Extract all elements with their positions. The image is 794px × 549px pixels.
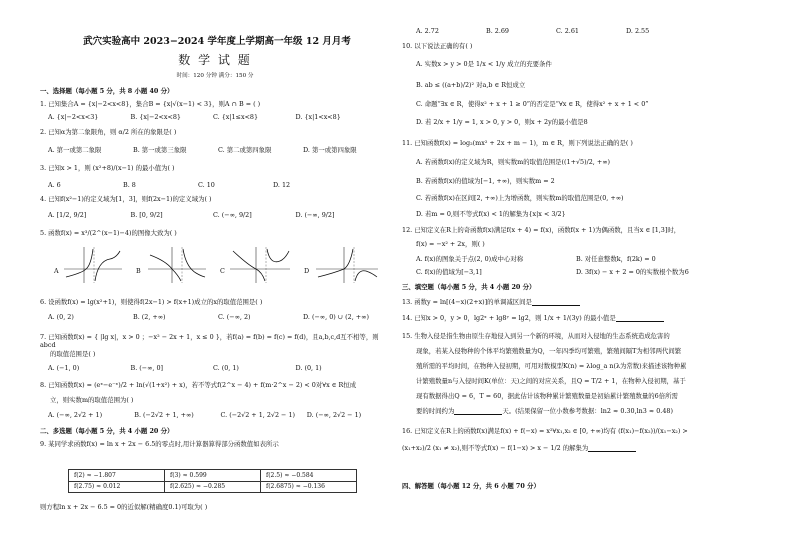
question-8-options (48, 411, 393, 419)
function-value-table (68, 469, 357, 493)
option-c: C. (−∞, 9/2] (213, 211, 252, 219)
question-14-text: 14. 已知x > 0，y > 0，lg2ˣ + lg8ʸ = lg2，则 1/x + 1/(3y) 的最小值是 (402, 314, 616, 322)
option-a: A. (0, 2) (48, 313, 74, 321)
option-b: B. 对任意整数k，f(2k) = 0 (576, 255, 656, 263)
question-16: 16. 已知定义在R上的函数f(x)满足f(x) + f(−x) = x²∀x₁,x₂ ∈ [0, +∞)均有 (f(x₁)−f(x₂))/(x₁−x₂) > (402, 427, 688, 435)
option-a: A. 6 (48, 181, 61, 189)
exam-meta: 时间：120 分钟 满分：150 分 (176, 73, 254, 79)
option-b: B. 2.69 (486, 27, 509, 35)
question-7-options (48, 364, 378, 372)
question-15-end: 要的时间约为 (416, 407, 455, 415)
graph-label-b: B (136, 267, 141, 275)
exam-title: 武穴实验高中 2023−2024 学年度上学期高一年级 12 月月考 (83, 36, 351, 47)
question-11-option-b: B. 若函数f(x)的值域为[−1, +∞)，则实数m = 2 (416, 177, 555, 185)
graph-c-image (230, 247, 290, 283)
question-8: 8. 已知函数f(x) = (eˣ−e⁻ˣ)/2 + ln(√(1+x²) + x)，若不等式f(2^x − 4) + f(m·2^x − 2) < 0对∀x ∈ R恒成 (40, 381, 357, 389)
option-c: C. {x|1≤x<8} (213, 113, 259, 121)
question-12-formula: f(x) = −x² + 2x，则( ) (416, 240, 485, 248)
answer-blank[interactable] (588, 445, 636, 452)
question-1-options (48, 113, 378, 121)
graph-a-image (64, 247, 122, 283)
table-cell: f(3) ≈ 0.599 (165, 470, 261, 482)
question-11-option-c: C. 若函数f(x)在区间[2, +∞)上为增函数，则实数m的取值范围是(0, +∞) (416, 194, 624, 202)
answer-blank[interactable] (616, 315, 664, 322)
question-15-tail: 天。(结果保留一位小数参考数据：ln2 ≈ 0.30,ln3 ≈ 0.48) (502, 407, 673, 415)
option-c: C. (0, 1) (213, 364, 239, 372)
question-15-line-6 (416, 407, 673, 415)
option-a: A. (−1, 0) (48, 364, 80, 372)
option-b: B. {x|−2<x<8} (130, 113, 181, 121)
question-10-option-c: C. 命题“∃x ∈ R，使得x² + x + 1 ≥ 0”的否定是“∀x ∈ R，使得x² + x + 1 < 0” (416, 100, 649, 108)
question-5-graphs (44, 247, 384, 283)
option-d: D. (0, 1) (295, 364, 322, 372)
question-3: 3. 已知x > 1，则 (x²+8)/(x−1) 的最小值为( ) (40, 164, 175, 172)
question-13-text: 13. 函数y = ln[(4−x)(2+x)]的单调减区间是 (402, 298, 532, 306)
question-12-options-ab (416, 255, 736, 263)
left-column (40, 0, 390, 549)
option-d: D. (−∞, 0) ∪ (2, +∞) (303, 313, 369, 321)
option-a: A. [1/2, 9/2] (48, 211, 87, 219)
option-c: C. f(x)的值域为[−3,1] (416, 268, 482, 276)
question-12-options-cd (416, 268, 736, 276)
table-cell: f(2.625) ≈ −0.285 (165, 481, 261, 493)
question-4-options (48, 211, 378, 219)
graph-b-image (148, 247, 206, 283)
option-a: A. 第一或第二象限 (48, 146, 102, 154)
question-2: 2. 已知α为第二象限角，则 α/2 所在的象限是( ) (40, 128, 177, 136)
option-c: C. (−∞, 2) (218, 313, 251, 321)
exam-subtitle: 数 学 试 题 (178, 53, 252, 67)
section-4-heading: 四、解答题（每小题 12 分，共 6 小题 70 分） (402, 482, 540, 490)
question-13 (402, 298, 580, 306)
option-d: D. 2.55 (626, 27, 650, 35)
answer-blank[interactable] (454, 408, 502, 415)
option-c: C. 第二或第四象限 (218, 146, 272, 154)
option-c: C. 10 (198, 181, 215, 189)
question-15-line-3: 殖所需的平均时间，在物种入侵初期，可用对数模型K(n) = λlog_a n(λ为常数)来描述该物种累 (416, 362, 687, 370)
question-11-option-d: D. 若m = 0,则不等式f(x) < 1的解集为{x|x < 3/2} (416, 210, 566, 218)
option-c: C. 2.61 (556, 27, 579, 35)
option-a: A. (−∞, 2√2 + 1) (48, 411, 103, 419)
section-3-heading: 三、填空题（每小题 5 分，共 4 小题 20 分） (402, 283, 536, 291)
graph-label-d: D (304, 267, 310, 275)
question-10-option-a: A. 实数x > y > 0是 1/x < 1/y 成立的充要条件 (416, 60, 552, 68)
graph-label-a: A (54, 267, 59, 275)
option-d: D. {x|1<x<8} (295, 113, 341, 121)
table-cell: f(2) ≈ −1.807 (69, 470, 165, 482)
question-6-options (48, 313, 388, 321)
option-b: B. (2, +∞) (133, 313, 166, 321)
option-d: D. 12 (273, 181, 291, 189)
question-9: 9. 某同学求函数f(x) = ln x + 2x − 6.5的零点时,用计算器算得部分函数值如表所示 (40, 440, 279, 448)
question-15-line-5: 现有数据得出Q = 6，T = 60，据此估计该物种累计繁殖数量是初始累计繁殖数量的6倍所需 (416, 392, 678, 400)
question-16-text: (x₁+x₂)/2 (x₁ ≠ x₂),则不等式f(x) − f(1−x) > x − 1/2 的解集为 (402, 444, 589, 452)
section-2-heading: 二、多选题（每小题 5 分，共 4 小题 20 分） (40, 427, 174, 435)
question-1: 1. 已知集合A = {x|−2<x<8}，集合B = {x|√(x−1) < 3}，则A ∩ B = ( ) (40, 100, 261, 108)
table-cell: f(2.75) ≈ 0.012 (69, 481, 165, 493)
right-column (402, 0, 762, 549)
question-5: 5. 函数f(x) = x³/(2^(x−1)−4)的图像大致为( ) (40, 229, 177, 237)
option-b: B. [0, 9/2] (130, 211, 163, 219)
question-11-option-a: A. 若函数f(x)的定义域为R，则实数m的取值范围是((1+√5)/2, +∞) (416, 158, 611, 166)
question-8-continued: 立，则实数m的取值范围为( ) (50, 396, 134, 404)
option-d: D. (−∞, 2√2 − 1) (306, 411, 362, 419)
question-10-option-b: B. ab ≤ ((a+b)/2)² 对a,b ∈ R恒成立 (416, 81, 526, 89)
option-b: B. 第一或第三象限 (133, 146, 187, 154)
graph-d-image (316, 247, 378, 283)
question-3-options (48, 181, 348, 189)
table-cell: f(2.6875) ≈ −0.136 (261, 481, 357, 493)
table-row (69, 470, 357, 482)
option-d: D. 3f(x) − x + 2 = 0的实数根个数为6 (576, 268, 689, 276)
option-a: A. f(x)的图象关于点(2, 0)成中心对称 (416, 255, 524, 263)
question-4: 4. 已知f(x²−1)的定义域为[1，3]，则f(2x−1)的定义域为( ) (40, 195, 212, 203)
option-d: D. 第一或第四象限 (303, 146, 357, 154)
option-c: C. (−2√2 + 1, 2√2 − 1) (220, 411, 296, 419)
option-b: B. (−2√2 + 1, +∞) (134, 411, 194, 419)
option-d: D. (−∞, 9/2] (295, 211, 335, 219)
table-row (69, 481, 357, 493)
question-12: 12. 已知定义在R上的奇函数f(x)满足f(x + 4) = f(x)，函数f(x + 1)为偶函数，且当x ∈ [1,3]时， (402, 226, 681, 234)
option-b: B. (−∞, 0] (130, 364, 164, 372)
question-2-options (48, 146, 388, 154)
question-7-continued: 的取值范围是( ) (50, 350, 96, 358)
question-9-options (416, 27, 696, 35)
question-15-line-1: 15. 生物入侵是指生物由原生存地侵入到另一个新的环境，从而对入侵地的生态系统造成危害的 (402, 332, 670, 340)
question-15-line-4: 计繁殖数量n与入侵时间K(单位：天)之间的对应关系，且Q = T/2 + 1，在物种入侵初期，基于 (416, 377, 686, 385)
question-15-line-2: 现象，若某入侵物种的个体平均繁殖数量为Q，一年四季均可繁殖，繁殖间隔T为相邻两代间繁 (416, 347, 682, 355)
table-cell: f(2.5) ≈ −0.584 (261, 470, 357, 482)
question-6: 6. 设函数f(x) = lg(x²+1)，则使得f(2x−1) > f(x+1)成立的x的取值范围是( ) (40, 298, 263, 306)
question-11: 11. 已知函数f(x) = log₂(mx² + 2x + m − 1)，m ∈ R，则下列说法正确的是( ) (402, 139, 633, 147)
answer-blank[interactable] (532, 299, 580, 306)
option-b: B. 8 (123, 181, 136, 189)
question-9-continued: 则方程ln x + 2x − 6.5 = 0的近似解(精确度0.1)可取为( ) (40, 503, 208, 511)
question-14 (402, 314, 664, 322)
question-16-continued (402, 444, 636, 452)
question-10-option-d: D. 若 2/x + 1/y = 1, x > 0, y > 0，则x + 2y的最小值是8 (416, 118, 588, 126)
option-a: A. {x|−2<x<3} (48, 113, 99, 121)
graph-label-c: C (220, 267, 225, 275)
question-10: 10. 以下说法正确的有( ) (402, 42, 473, 50)
section-1-heading: 一、选择题（每小题 5 分，共 8 小题 40 分） (40, 87, 174, 95)
question-7: 7. 已知函数f(x) = { |lg x|，x > 0 ；−x² − 2x + 1，x ≤ 0 }，若f(a) = f(b) = f(c) = f(d)，且a,b,c,d互不相等，则abcd (40, 333, 379, 349)
option-a: A. 2.72 (416, 27, 439, 35)
